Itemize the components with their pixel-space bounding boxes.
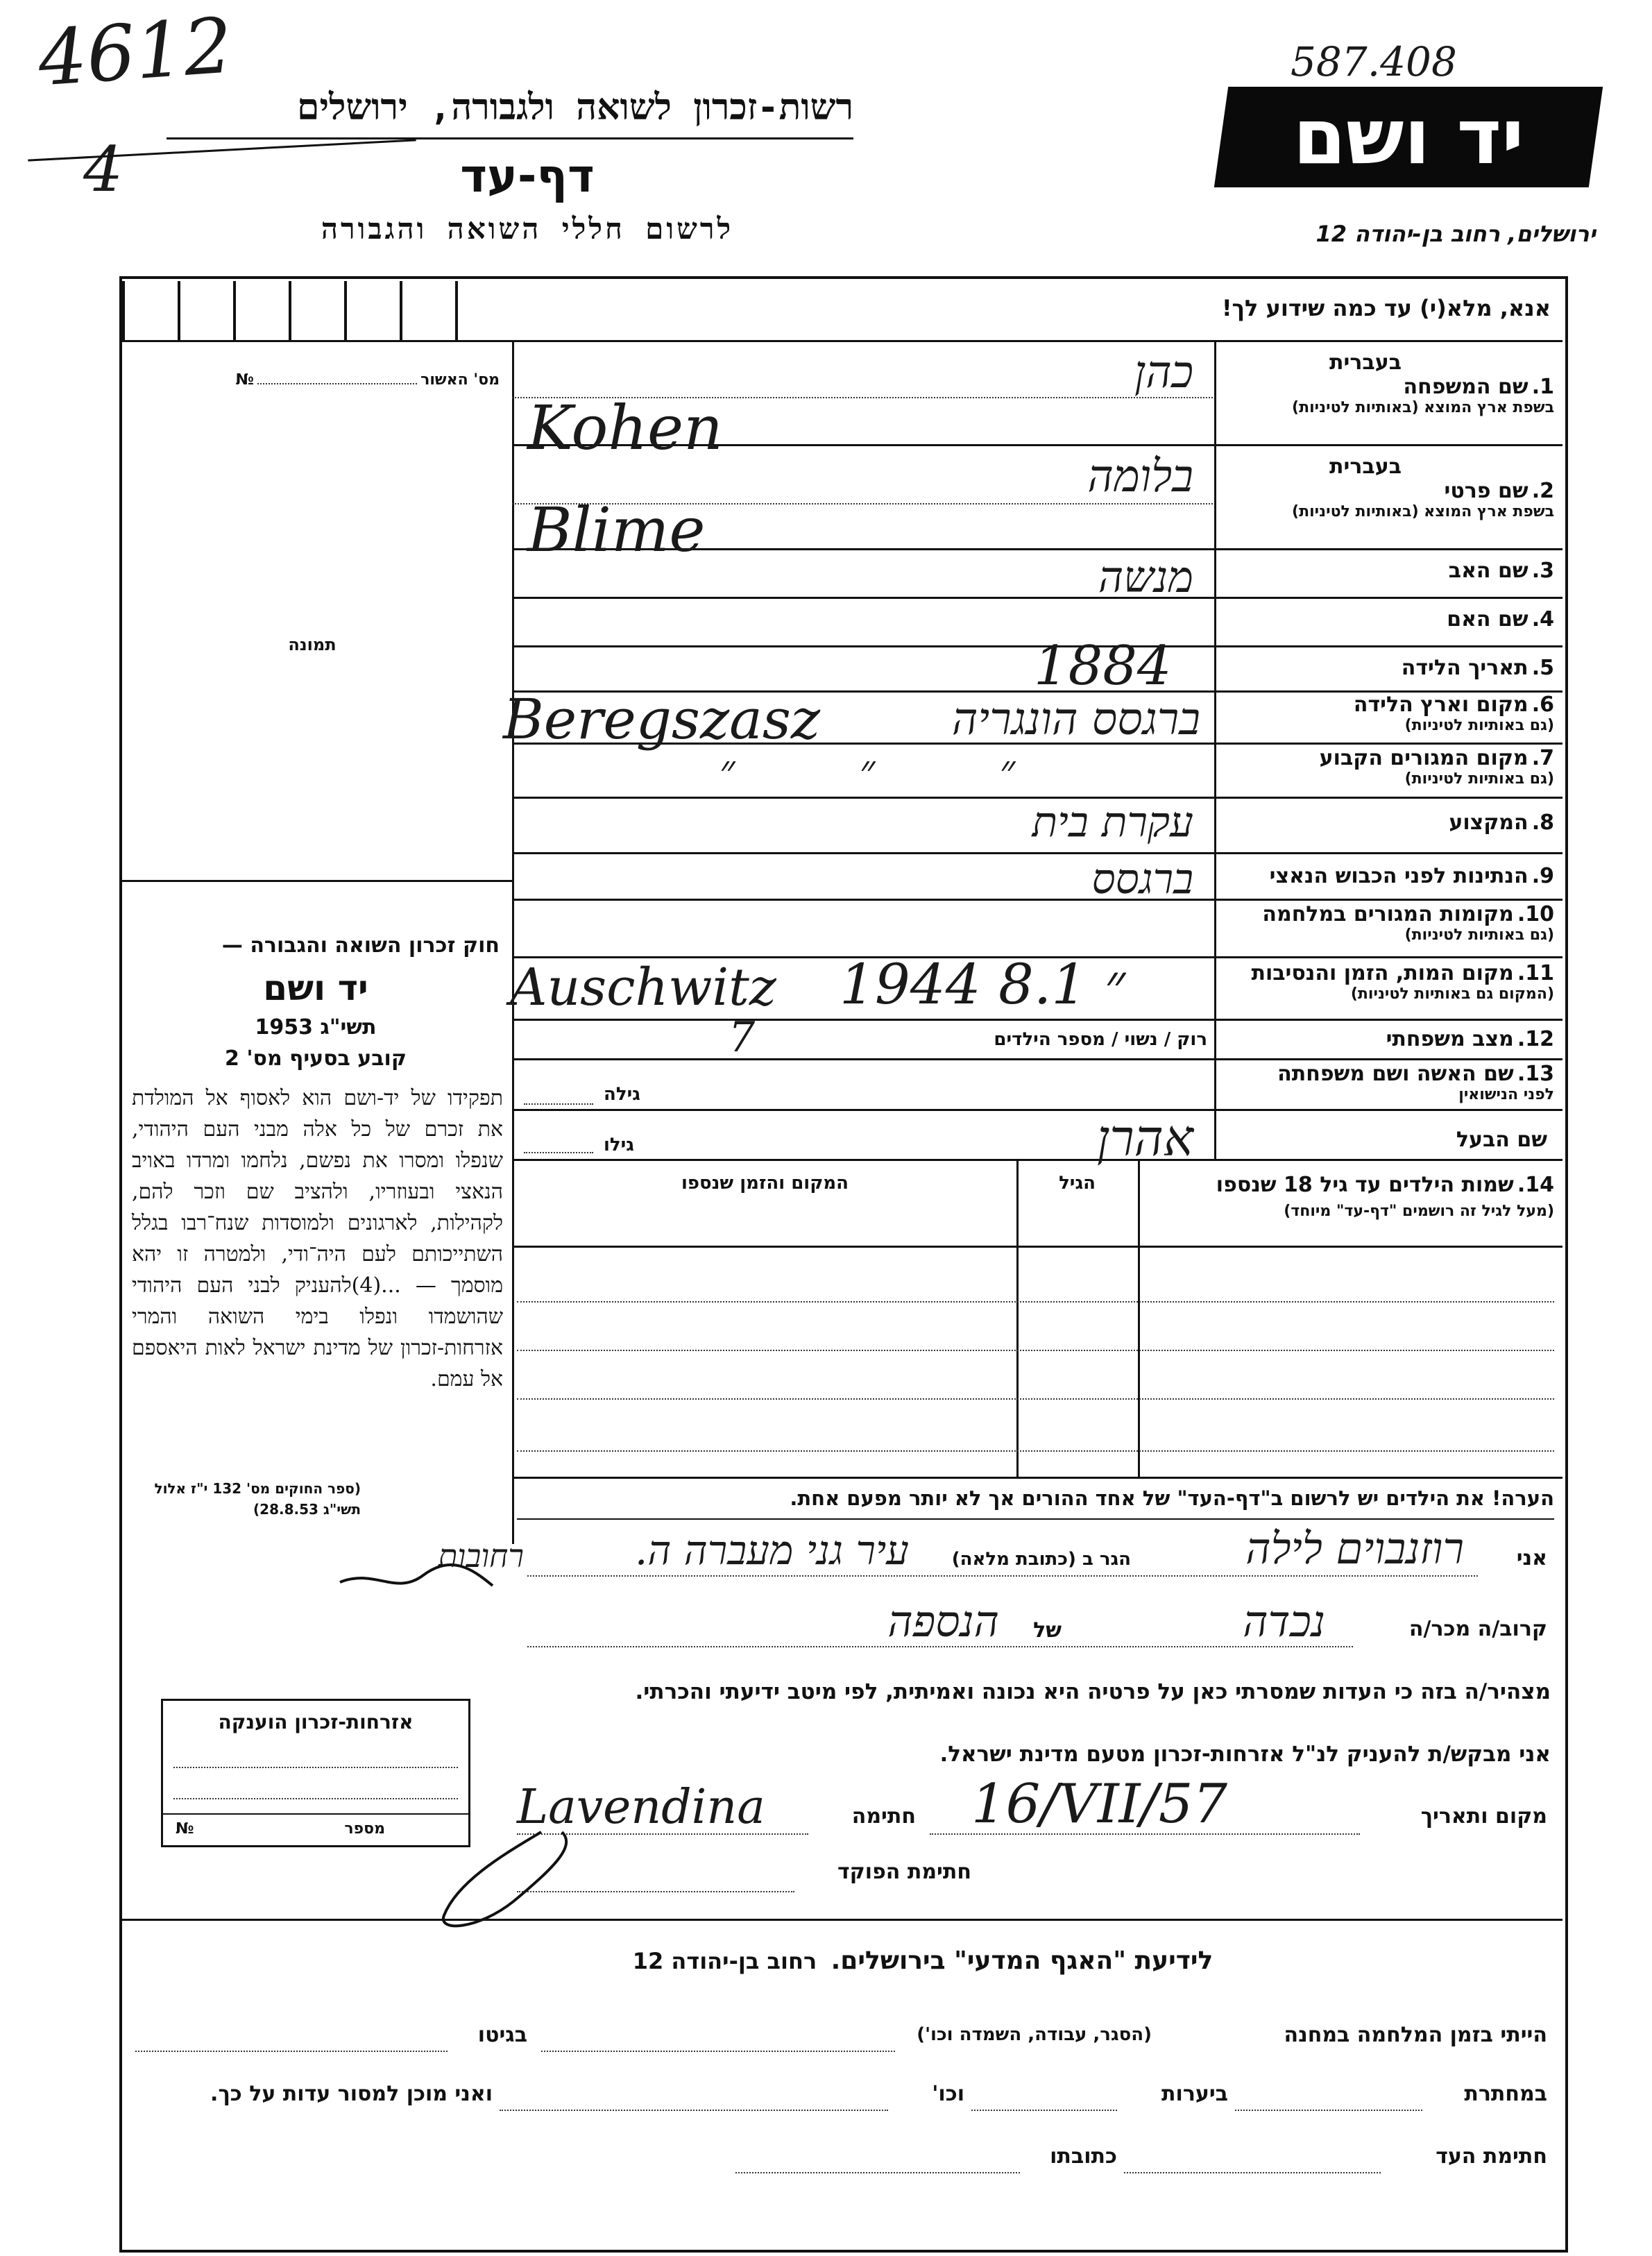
- row-sep-11: [512, 1019, 1562, 1021]
- footer-title: לידיעת "האגף המדעי" בירושלים.: [831, 1947, 1214, 1975]
- officer-label: חתימת הפוקד: [837, 1860, 971, 1884]
- footer-line2-c: וכו': [932, 2082, 964, 2106]
- place-date-value[interactable]: 16/VII/57: [971, 1773, 1228, 1835]
- field-7-label-block: [1221, 746, 1554, 788]
- field-2-label: שם פרטי: [1444, 479, 1528, 503]
- footer-line2-a: במחתרת: [1464, 2082, 1547, 2106]
- field-5-label-block: [1221, 656, 1554, 680]
- note: הערה! את הילדים יש לרשום ב"דף-העד" של אחד ההורים אך לא יותר מפעם אחת.: [790, 1486, 1554, 1510]
- declarant-relation[interactable]: נכדה: [1243, 1596, 1325, 1647]
- corner-handwriting-2: 4: [83, 133, 124, 206]
- citizenship-number-label: מספר: [344, 1820, 385, 1838]
- law-year: תשי"ג 1953: [255, 1015, 377, 1040]
- footer-line1-dots: [541, 2051, 895, 2052]
- field-6-number: 6.: [1531, 693, 1554, 717]
- field-1-value-latin[interactable]: Kohen: [527, 392, 723, 464]
- field-4-label-block: [1221, 607, 1554, 631]
- declarant-relative-label: קרוב/ה מכר/ה: [1408, 1617, 1547, 1641]
- declarant-line-1: [527, 1575, 1478, 1577]
- field-7-value[interactable]: ״ ״ ״: [719, 746, 1016, 795]
- field-2-hebrew-tag: בעברית: [1329, 455, 1402, 479]
- instructions: אנא, מלא(י) עד כמה שידוע לך!: [1221, 295, 1551, 321]
- field-1-number: 1.: [1531, 375, 1554, 399]
- place-date-line: [930, 1833, 1360, 1835]
- children-header-line: [512, 1246, 1562, 1248]
- field-8-label-block: [1221, 811, 1554, 835]
- field-5-label: תאריך הלידה: [1401, 656, 1528, 680]
- field-5-value[interactable]: 1884: [1034, 635, 1172, 697]
- field-7-sub: (גם באותיות לטיניות): [1404, 770, 1554, 788]
- declarant-address-2[interactable]: רחובות: [438, 1537, 524, 1575]
- place-date-label: מקום ותאריך: [1420, 1804, 1547, 1829]
- footer-title-block: [541, 1947, 1304, 1975]
- children-col-divider-1: [1016, 1159, 1019, 1478]
- field-4-label: שם האם: [1447, 607, 1528, 631]
- header-address: ירושלים, רחוב בן-יהודה 12: [1315, 221, 1596, 247]
- field-2-value-latin[interactable]: Blime: [527, 494, 706, 566]
- field-13-label: שם האשה ושם משפחתה: [1277, 1062, 1514, 1086]
- footer-line3-a: חתימת העד: [1436, 2144, 1547, 2169]
- field-8-label: המקצוע: [1449, 811, 1528, 835]
- field-13-label-block: [1221, 1062, 1554, 1103]
- photo-area-bottom: [122, 880, 512, 882]
- field-11-value-latin[interactable]: Auschwitz: [510, 958, 776, 1017]
- husband-age-line: [524, 1152, 593, 1153]
- field-12-options: רוק / נשוי / מספר הילדים: [994, 1029, 1207, 1050]
- husband-value[interactable]: אהרן: [1096, 1109, 1193, 1167]
- declarant-living-label: הגר ב (כתובת מלאה): [951, 1549, 1131, 1570]
- form-subtitle: לרשום חללי השואה והגבורה: [321, 212, 734, 246]
- signature-scribble: [333, 1554, 597, 1943]
- field-9-number: 9.: [1531, 864, 1554, 888]
- field-8-number: 8.: [1531, 811, 1554, 835]
- footer-line3-dots-2: [735, 2172, 1020, 2173]
- footer-line3-dots-1: [1124, 2172, 1381, 2173]
- footer-line2-dots-1: [1235, 2110, 1422, 2111]
- field-3-number: 3.: [1531, 559, 1554, 583]
- footer-line3-b: כתובתו: [1050, 2144, 1117, 2169]
- footer-line2-dots-3: [500, 2110, 888, 2111]
- field-2-sub: בשפת ארץ המוצא (באותיות לטיניות): [1292, 503, 1554, 520]
- field-11-label-block: [1221, 961, 1554, 1003]
- citizenship-box-title: אזרחות-זכרון הוענקה: [218, 1711, 414, 1733]
- instructions-divider: [122, 340, 1562, 342]
- field-1-sub: בשפת ארץ המוצא (באותיות לטיניות): [1292, 399, 1554, 416]
- children-row-1[interactable]: [517, 1301, 1554, 1303]
- law-logo: יד ושם: [263, 968, 368, 1008]
- row-sep-12: [512, 1058, 1562, 1060]
- children-number: 14.: [1517, 1173, 1554, 1197]
- field-11-number: 11.: [1517, 961, 1554, 985]
- declaration-text: מצהיר/ה בזה כי העדות שמסרתי כאן על פרטיה היא נכונה ואמיתית, לפי מיטב ידיעתי והכרתי.: [635, 1679, 1551, 1704]
- field-3-value[interactable]: מנשה: [1098, 552, 1193, 602]
- children-col-place: המקום והזמן שנספו: [681, 1173, 849, 1194]
- children-label: שמות הילדים עד גיל 18 שנספו: [1216, 1173, 1514, 1197]
- field-6-label-block: [1221, 693, 1554, 734]
- field-12-label: מצב משפחתי: [1386, 1027, 1514, 1051]
- children-header: [1145, 1173, 1554, 1220]
- law-text: תפקידו של יד-ושם הוא לאסוף אל המולדת את זכרם של כל אלה מבני העם היהודי, שנפלו ומסרו את נפשם, נלחמו ומרדו באויב הנאצי ובעוזריו, ולהציב שם וזכר להם, לקהילות, לארגונים ולמוסדות שנח־רבו בגלל השתייכותם לעם היה־ודי, ולמטרה זו יהא מוסמך — ...(4)להעניק לבני העם היהודי שהושמדו ונפלו בימי השואה והמרי אזרחות-זכרון של מדינת ישראל לאות היאספם אל עמם.: [132, 1086, 504, 1391]
- field-10-label: מקומות המגורים במלחמה: [1262, 902, 1514, 926]
- declarant-of-value[interactable]: הנספה: [887, 1596, 999, 1647]
- form-title: דף-עד: [460, 149, 595, 203]
- field-10-label-block: [1221, 902, 1554, 944]
- children-table-bottom: [512, 1477, 1562, 1479]
- field-11-label: מקום המות, הזמן והנסיבות: [1251, 961, 1514, 985]
- field-9-label-block: [1221, 864, 1554, 888]
- field-12-number: 12.: [1517, 1027, 1554, 1051]
- field-11-value[interactable]: 1944 8.1 ״: [840, 952, 1126, 1017]
- footer-line1-dots-2: [135, 2051, 448, 2052]
- declarant-address[interactable]: עיר גני מעברה ה.: [634, 1527, 909, 1574]
- field-2-label-block: [1221, 455, 1554, 520]
- barcode-ticks: [122, 281, 511, 340]
- field-10-sub: (גם באותיות לטיניות): [1404, 926, 1554, 944]
- field-7-label: מקום המגורים הקבוע: [1319, 746, 1528, 770]
- field-6-sub: (גם באותיות לטיניות): [1404, 717, 1554, 734]
- children-row-2[interactable]: [517, 1350, 1554, 1351]
- husband-age-label: גילו: [604, 1135, 634, 1155]
- corner-handwriting: 4612: [35, 1, 236, 103]
- label-column-divider: [1214, 340, 1216, 1159]
- field-4-number: 4.: [1531, 607, 1554, 631]
- children-col-divider-2: [1138, 1159, 1140, 1478]
- institution-name: רשות-זכרון לשואה ולגבורה, ירושלים: [297, 87, 853, 128]
- field-13-sub: לפני הנישואין: [1458, 1086, 1554, 1103]
- citizenship-sign: №: [176, 1820, 194, 1838]
- children-row-4[interactable]: [517, 1450, 1554, 1452]
- children-sub: (מעל לגיל זה רושמים "דף-עד" מיוחד): [1284, 1203, 1554, 1220]
- field-1-label-block: [1221, 350, 1554, 416]
- field-10-number: 10.: [1517, 902, 1554, 926]
- field-11-sub: (המקום גם באותיות לטיניות): [1350, 985, 1554, 1003]
- photo-label: תמונה: [288, 635, 337, 654]
- field-1-value-hebrew[interactable]: כהן: [1134, 347, 1193, 398]
- field-8-value[interactable]: עקרת בית: [1032, 798, 1193, 847]
- signature-label: חתימה: [851, 1804, 916, 1829]
- declarant-of-label: של: [1033, 1618, 1062, 1643]
- children-col-age: הגיל: [1059, 1173, 1096, 1194]
- logo-text: יד ושם: [1293, 92, 1524, 181]
- field-6-label: מקום וארץ הלידה: [1353, 693, 1528, 717]
- field-12-label-block: [1221, 1027, 1554, 1051]
- footer-line2-d: ואני מוכן למסור עדות על כך.: [210, 2082, 493, 2106]
- declarant-i-label: אני: [1516, 1546, 1547, 1570]
- field-6-value-latin[interactable]: Beregszasz: [503, 687, 821, 752]
- footer-line1-a: הייתי בזמן המלחמה במחנה: [1284, 2023, 1547, 2047]
- field-9-label: הנתינות לפני הכבוש הנאצי: [1269, 864, 1528, 888]
- approval-number: [135, 371, 500, 389]
- footer-line1-b: (הסגר, עבודה, השמדה וכו'): [917, 2024, 1152, 2045]
- yad-vashem-logo: [1214, 87, 1603, 187]
- institution-underline: [167, 137, 853, 139]
- field-13-number: 13.: [1517, 1062, 1554, 1086]
- field-1-label: שם המשפחה: [1403, 375, 1528, 399]
- approval-sign: №: [235, 371, 254, 389]
- field-2-number: 2.: [1531, 479, 1554, 503]
- row-sep-8: [512, 852, 1562, 854]
- footer-line2-dots-2: [971, 2110, 1117, 2111]
- field-3-label-block: [1221, 559, 1554, 583]
- field-1-hebrew-tag: בעברית: [1329, 350, 1402, 375]
- field-2-value-hebrew[interactable]: בלומה: [1087, 451, 1193, 502]
- husband-label: שם הבעל: [1456, 1128, 1547, 1152]
- archive-number: 587.408: [1291, 38, 1457, 85]
- field-9-value[interactable]: ברגסס: [1091, 855, 1193, 904]
- field-5-number: 5.: [1531, 656, 1554, 680]
- approval-label: מס' האשור: [420, 371, 500, 389]
- footer-address: רחוב בן-יהודה 12: [632, 1948, 817, 1974]
- note-underline: [517, 1518, 1554, 1520]
- footer-line2-b: ביערות: [1161, 2082, 1228, 2106]
- signature-value[interactable]: Lavendina: [517, 1780, 765, 1835]
- declarant-name[interactable]: רוזנבוים לילה: [1245, 1523, 1464, 1574]
- law-title: חוק זכרון השואה והגבורה —: [221, 933, 500, 958]
- declarant-line-2: [527, 1646, 1353, 1647]
- field-12-value[interactable]: 7: [729, 1013, 756, 1062]
- footer-divider: [122, 1919, 1562, 1921]
- field-3-label: שם האב: [1448, 559, 1528, 583]
- left-panel-divider: [512, 340, 514, 1544]
- footer-line1-c: בגיטו: [477, 2023, 527, 2047]
- law-clause: קובע בסעיף מס' 2: [225, 1046, 407, 1071]
- law-reference: (ספר החוקים מס' 132 י"ז אלול תשי"ג 28.8.53): [154, 1480, 361, 1518]
- field-7-number: 7.: [1531, 746, 1554, 770]
- field-13-age-label: גילה: [604, 1084, 640, 1105]
- field-13-age-line: [524, 1103, 593, 1105]
- field-6-value-hebrew[interactable]: ברגסס הונגריה: [951, 694, 1200, 745]
- children-row-3[interactable]: [517, 1398, 1554, 1400]
- request-text: אני מבקש/ת להעניק לנ"ל אזרחות-זכרון מטעם מדינת ישראל.: [939, 1742, 1551, 1767]
